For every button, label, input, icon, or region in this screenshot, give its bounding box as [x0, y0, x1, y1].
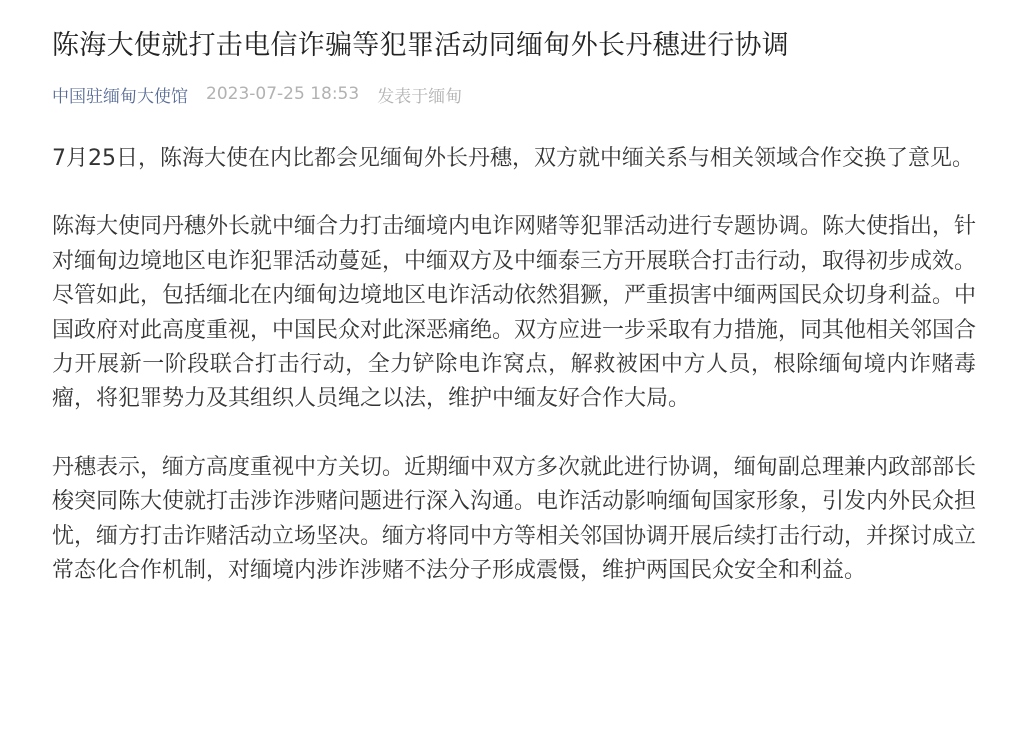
- article-content: [52, 142, 976, 588]
- paragraph-2: 陈海大使同丹穗外长就中缅合力打击缅境内电诈网赌等犯罪活动进行专题协调。陈大使指出，针对缅甸边境地区电诈犯罪活动蔓延，中缅双方及中缅泰三方开展联合打击行动，取得初步成效。尽管如此，包括缅北在内缅甸边境地区电诈活动依然猖獗，严重损害中缅两国民众切身利益。中国政府对此高度重视，中国民众对此深恶痛绝。双方应进一步采取有力措施，同其他相关邻国合力开展新一阶段联合打击行动，全力铲除电诈窝点，解救被困中方人员，根除缅甸境内诈赌毒瘤，将犯罪势力及其组织人员绳之以法，维护中缅友好合作大局。: [52, 214, 977, 412]
- publish-date: 2023-07-25 18:53: [206, 84, 360, 104]
- article-meta: [52, 80, 1024, 108]
- paragraph-3: 丹穗表示，缅方高度重视中方关切。近期缅中双方多次就此进行协调，缅甸副总理兼内政部部长梭突同陈大使就打击涉诈涉赌问题进行深入沟通。电诈活动影响缅甸国家形象，引发内外民众担忧，缅方打击诈赌活动立场坚决。缅方将同中方等相关邻国协调开展后续打击行动，并探讨成立常态化合作机制，对缅境内涉诈涉赌不法分子形成震慑，维护两国民众安全和利益。: [52, 454, 977, 584]
- paragraph-1: 7月25日，陈海大使在内比都会见缅甸外长丹穗，双方就中缅关系与相关领域合作交换了意见。: [52, 146, 974, 171]
- article-title: 陈海大使就打击电信诈骗等犯罪活动同缅甸外长丹穗进行协调: [52, 30, 790, 61]
- account-name-link[interactable]: 中国驻缅甸大使馆: [52, 86, 188, 107]
- publish-location: 发表于缅甸: [377, 86, 463, 107]
